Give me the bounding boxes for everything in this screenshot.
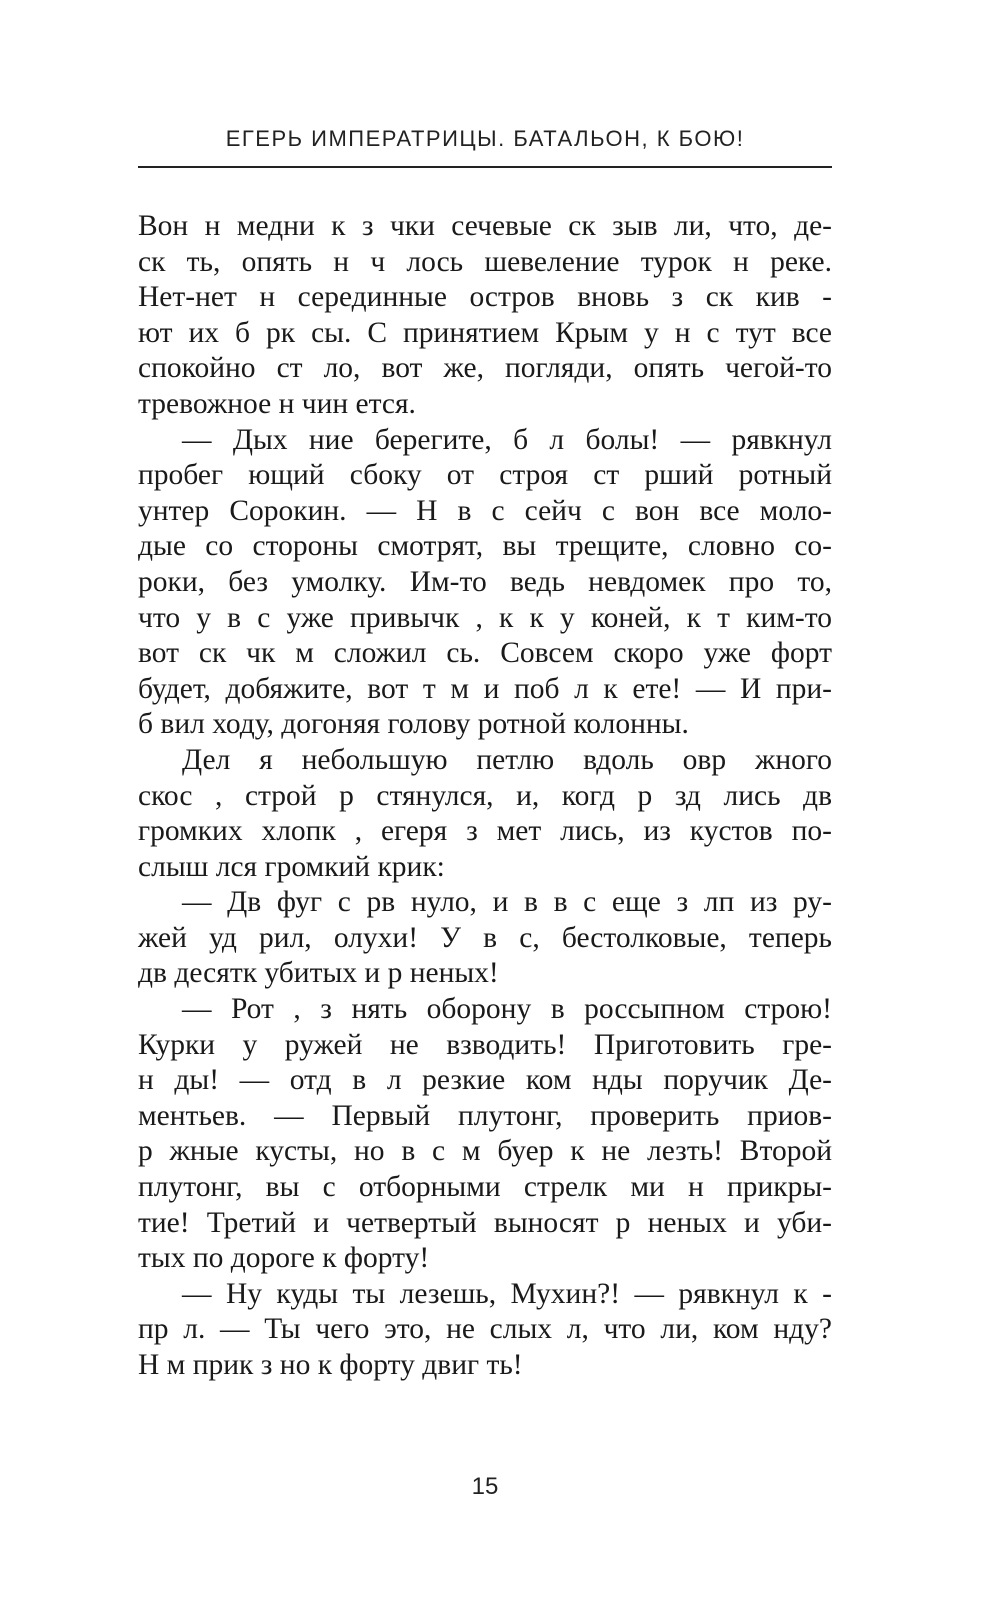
text-line: роки, без умолку. Им-то ведь невдомек про то, [138, 565, 832, 598]
text-line: унтер Сорокин. — Н в с сейч с вон все моло- [138, 494, 832, 527]
text-line: пробег ющий сбоку от строя ст рший ротный [138, 459, 832, 492]
text-line: жей уд рил, олухи! У в с, бестолковые, теперь [138, 921, 832, 954]
page-number: 15 [471, 1473, 499, 1500]
text-line: Дел я небольшую петлю вдоль овр жного [182, 743, 832, 776]
text-line: скос , строй р стянулся, и, когд р зд лись дв [138, 779, 832, 812]
text-line: дв десятк убитых и р неных! [138, 957, 499, 990]
text-line: — Дв фуг с рв нуло, и в в с еще з лп из ру- [182, 886, 832, 919]
running-head: ЕГЕРЬ ИМПЕРАТРИЦЫ. БАТАЛЬОН, К БОЮ! [225, 126, 745, 151]
text-line: тие! Третий и четвертый выносят р неных и уби- [138, 1206, 832, 1239]
text-line: вот ск чк м сложил сь. Совсем скоро уже форт [138, 637, 832, 670]
text-line: — Ну куды ты лезешь, Мухин?! — рявкнул к - [182, 1277, 832, 1310]
body-text [138, 209, 832, 1384]
text-line: громких хлопк , егеря з мет лись, из кустов по- [138, 815, 832, 848]
text-line: Н м прик з но к форту двиг ть! [138, 1349, 523, 1381]
text-line: ют их б рк сы. С принятием Крым у н с тут все [138, 316, 832, 349]
text-line: н ды! — отд в л резкие ком нды поручик Де- [138, 1064, 832, 1097]
text-line: Нет-нет н серединные остров вновь з ск кив - [138, 281, 832, 314]
text-line: будет, добяжите, вот т м и поб л к ете! — И при- [138, 672, 832, 705]
text-line: дые со стороны смотрят, вы трещите, словно со- [138, 530, 832, 563]
text-line: — Дых ние берегите, б л болы! — рявкнул [182, 423, 832, 456]
text-line: ментьев. — Первый плутонг, проверить приов- [138, 1099, 832, 1132]
text-line: слыш лся громкий крик: [138, 850, 445, 883]
text-line: Вон н медни к з чки сечевые ск зыв ли, что, де- [138, 210, 832, 242]
text-line: что у в с уже привычк , к к у коней, к т ким-то [138, 601, 832, 634]
text-line: плутонг, вы с отборными стрелк ми н прикры- [138, 1171, 832, 1204]
text-line: б вил ходу, догоняя голову ротной колонны. [138, 708, 689, 741]
text-line: пр л. — Ты чего это, не слых л, что ли, ком нду? [138, 1313, 832, 1346]
text-line: тревожное н чин ется. [138, 387, 416, 420]
text-line: ск ть, опять н ч лось шевеление турок н реке. [138, 245, 832, 278]
header-rule [138, 166, 832, 168]
text-line: р жные кусты, но в с м буер к не лезть! Второй [138, 1135, 832, 1168]
text-line: — Рот , з нять оборону в россыпном строю! [182, 993, 832, 1026]
text-line: тых по дороге к форту! [138, 1242, 430, 1275]
text-line: спокойно ст ло, вот же, погляди, опять чегой-то [138, 352, 832, 385]
text-line: Курки у ружей не взводить! Приготовить гре- [138, 1028, 832, 1061]
